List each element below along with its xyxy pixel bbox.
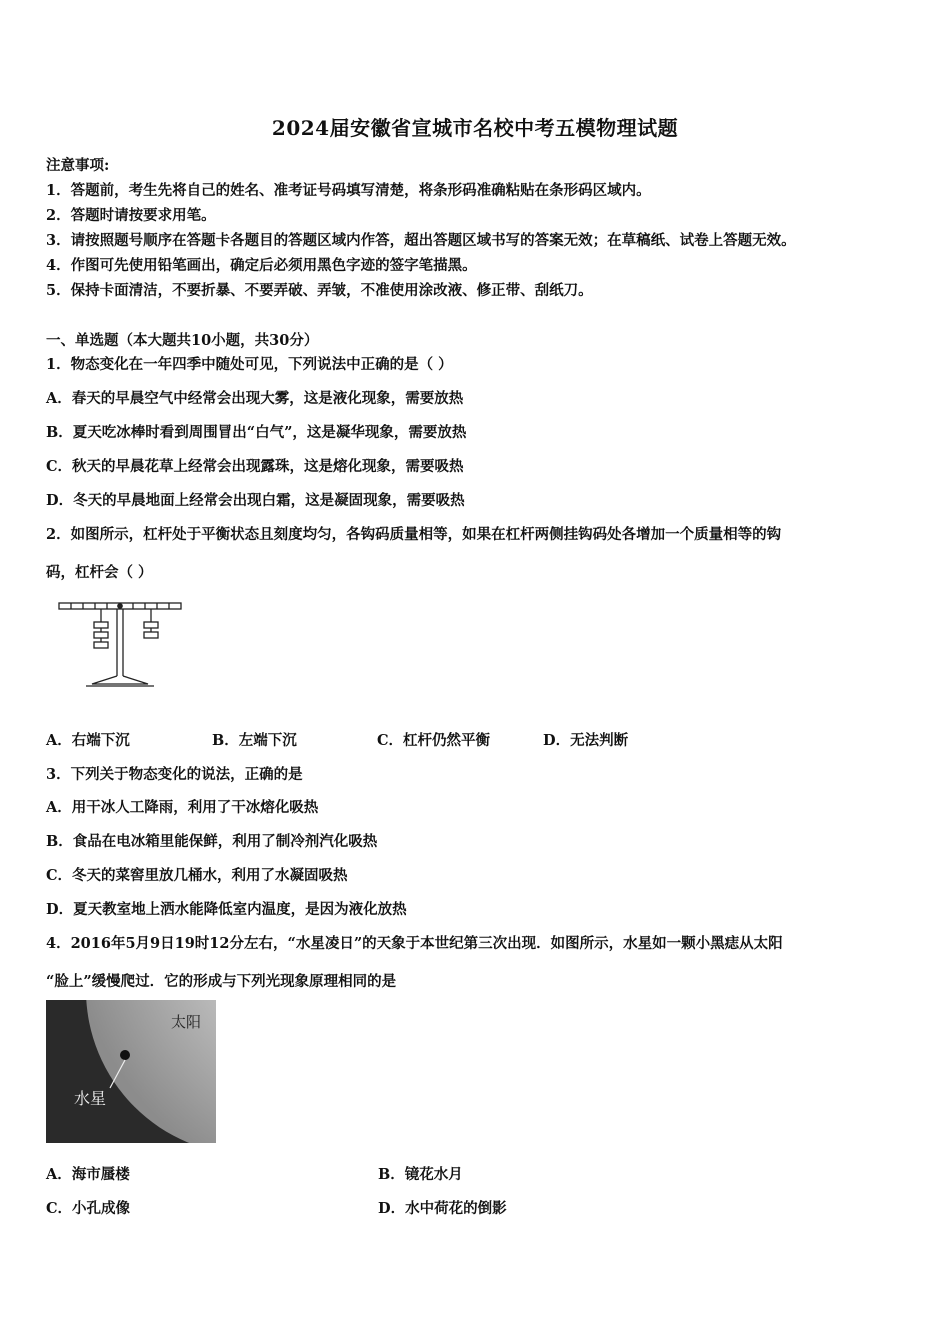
q3-option-d: D．夏天教室地上洒水能降低室内温度，是因为液化放热 [46, 901, 407, 918]
q2-stem-line1: 2．如图所示，杠杆处于平衡状态且刻度均匀，各钩码质量相等，如果在杠杆两侧挂钩码处各增加一个质量相等的钩 [46, 526, 782, 543]
note-item: 4．作图可先使用铅笔画出，确定后必须用黑色字迹的签字笔描黑。 [46, 257, 477, 274]
q4-option-a: A．海市蜃楼 [46, 1166, 130, 1183]
q2-option-b: B．左端下沉 [212, 732, 297, 749]
mercury-dot [120, 1050, 130, 1060]
q3-option-a: A．用干冰人工降雨，利用了干冰熔化吸热 [46, 799, 319, 816]
q1-option-a: A．春天的早晨空气中经常会出现大雾，这是液化现象，需要放热 [46, 390, 464, 407]
q3-option-b: B．食品在电冰箱里能保鲜，利用了制冷剂汽化吸热 [46, 833, 378, 850]
note-item: 2．答题时请按要求用笔。 [46, 207, 216, 224]
q4-option-b: B．镜花水月 [378, 1166, 463, 1183]
q4-stem-line2: “脸上”缓慢爬过．它的形成与下列光现象原理相同的是 [46, 973, 397, 990]
q3-option-c: C．冬天的菜窖里放几桶水，利用了水凝固吸热 [46, 867, 348, 884]
q2-option-d: D．无法判断 [543, 732, 629, 749]
note-item: 1．答题前，考生先将自己的姓名、准考证号码填写清楚，将条形码准确粘贴在条形码区域内。 [46, 182, 651, 199]
q2-option-c: C．杠杆仍然平衡 [377, 732, 491, 749]
q1-stem: 1．物态变化在一年四季中随处可见，下列说法中正确的是（ ） [46, 356, 453, 373]
mercury-transit-photo [46, 1000, 216, 1143]
section-heading: 一、单选题（本大题共10小题，共30分） [46, 332, 319, 349]
q3-stem: 3．下列关于物态变化的说法，正确的是 [46, 766, 303, 783]
q1-option-b: B．夏天吃冰棒时看到周围冒出“白气”，这是凝华现象，需要放热 [46, 424, 467, 441]
note-item: 5．保持卡面清洁，不要折暴、不要弄破、弄皱，不准使用涂改液、修正带、刮纸刀。 [46, 282, 593, 299]
sun-label: 太阳 [171, 1013, 202, 1031]
q1-option-c: C．秋天的早晨花草上经常会出现露珠，这是熔化现象，需要吸热 [46, 458, 464, 475]
note-item: 3．请按照题号顺序在答题卡各题目的答题区域内作答，超出答题区域书写的答案无效；在草稿纸、试卷上答题无效。 [46, 232, 796, 249]
q2-option-a: A．右端下沉 [46, 732, 130, 749]
lever-diagram [56, 596, 186, 692]
q4-option-d: D．水中荷花的倒影 [378, 1200, 507, 1217]
notes-heading: 注意事项: [46, 157, 110, 174]
q1-option-d: D．冬天的早晨地面上经常会出现白霜，这是凝固现象，需要吸热 [46, 492, 465, 509]
mercury-label: 水星 [74, 1089, 107, 1108]
q4-stem-line1: 4．2016年5月9日19时12分左右，“水星凌日”的天象于本世纪第三次出现．如图所示，水星如一颗小黑痣从太阳 [46, 935, 783, 952]
q4-option-c: C．小孔成像 [46, 1200, 131, 1217]
page-title: 2024届安徽省宣城市名校中考五模物理试题 [271, 116, 679, 140]
q2-stem-line2: 码，杠杆会（ ） [46, 564, 153, 581]
